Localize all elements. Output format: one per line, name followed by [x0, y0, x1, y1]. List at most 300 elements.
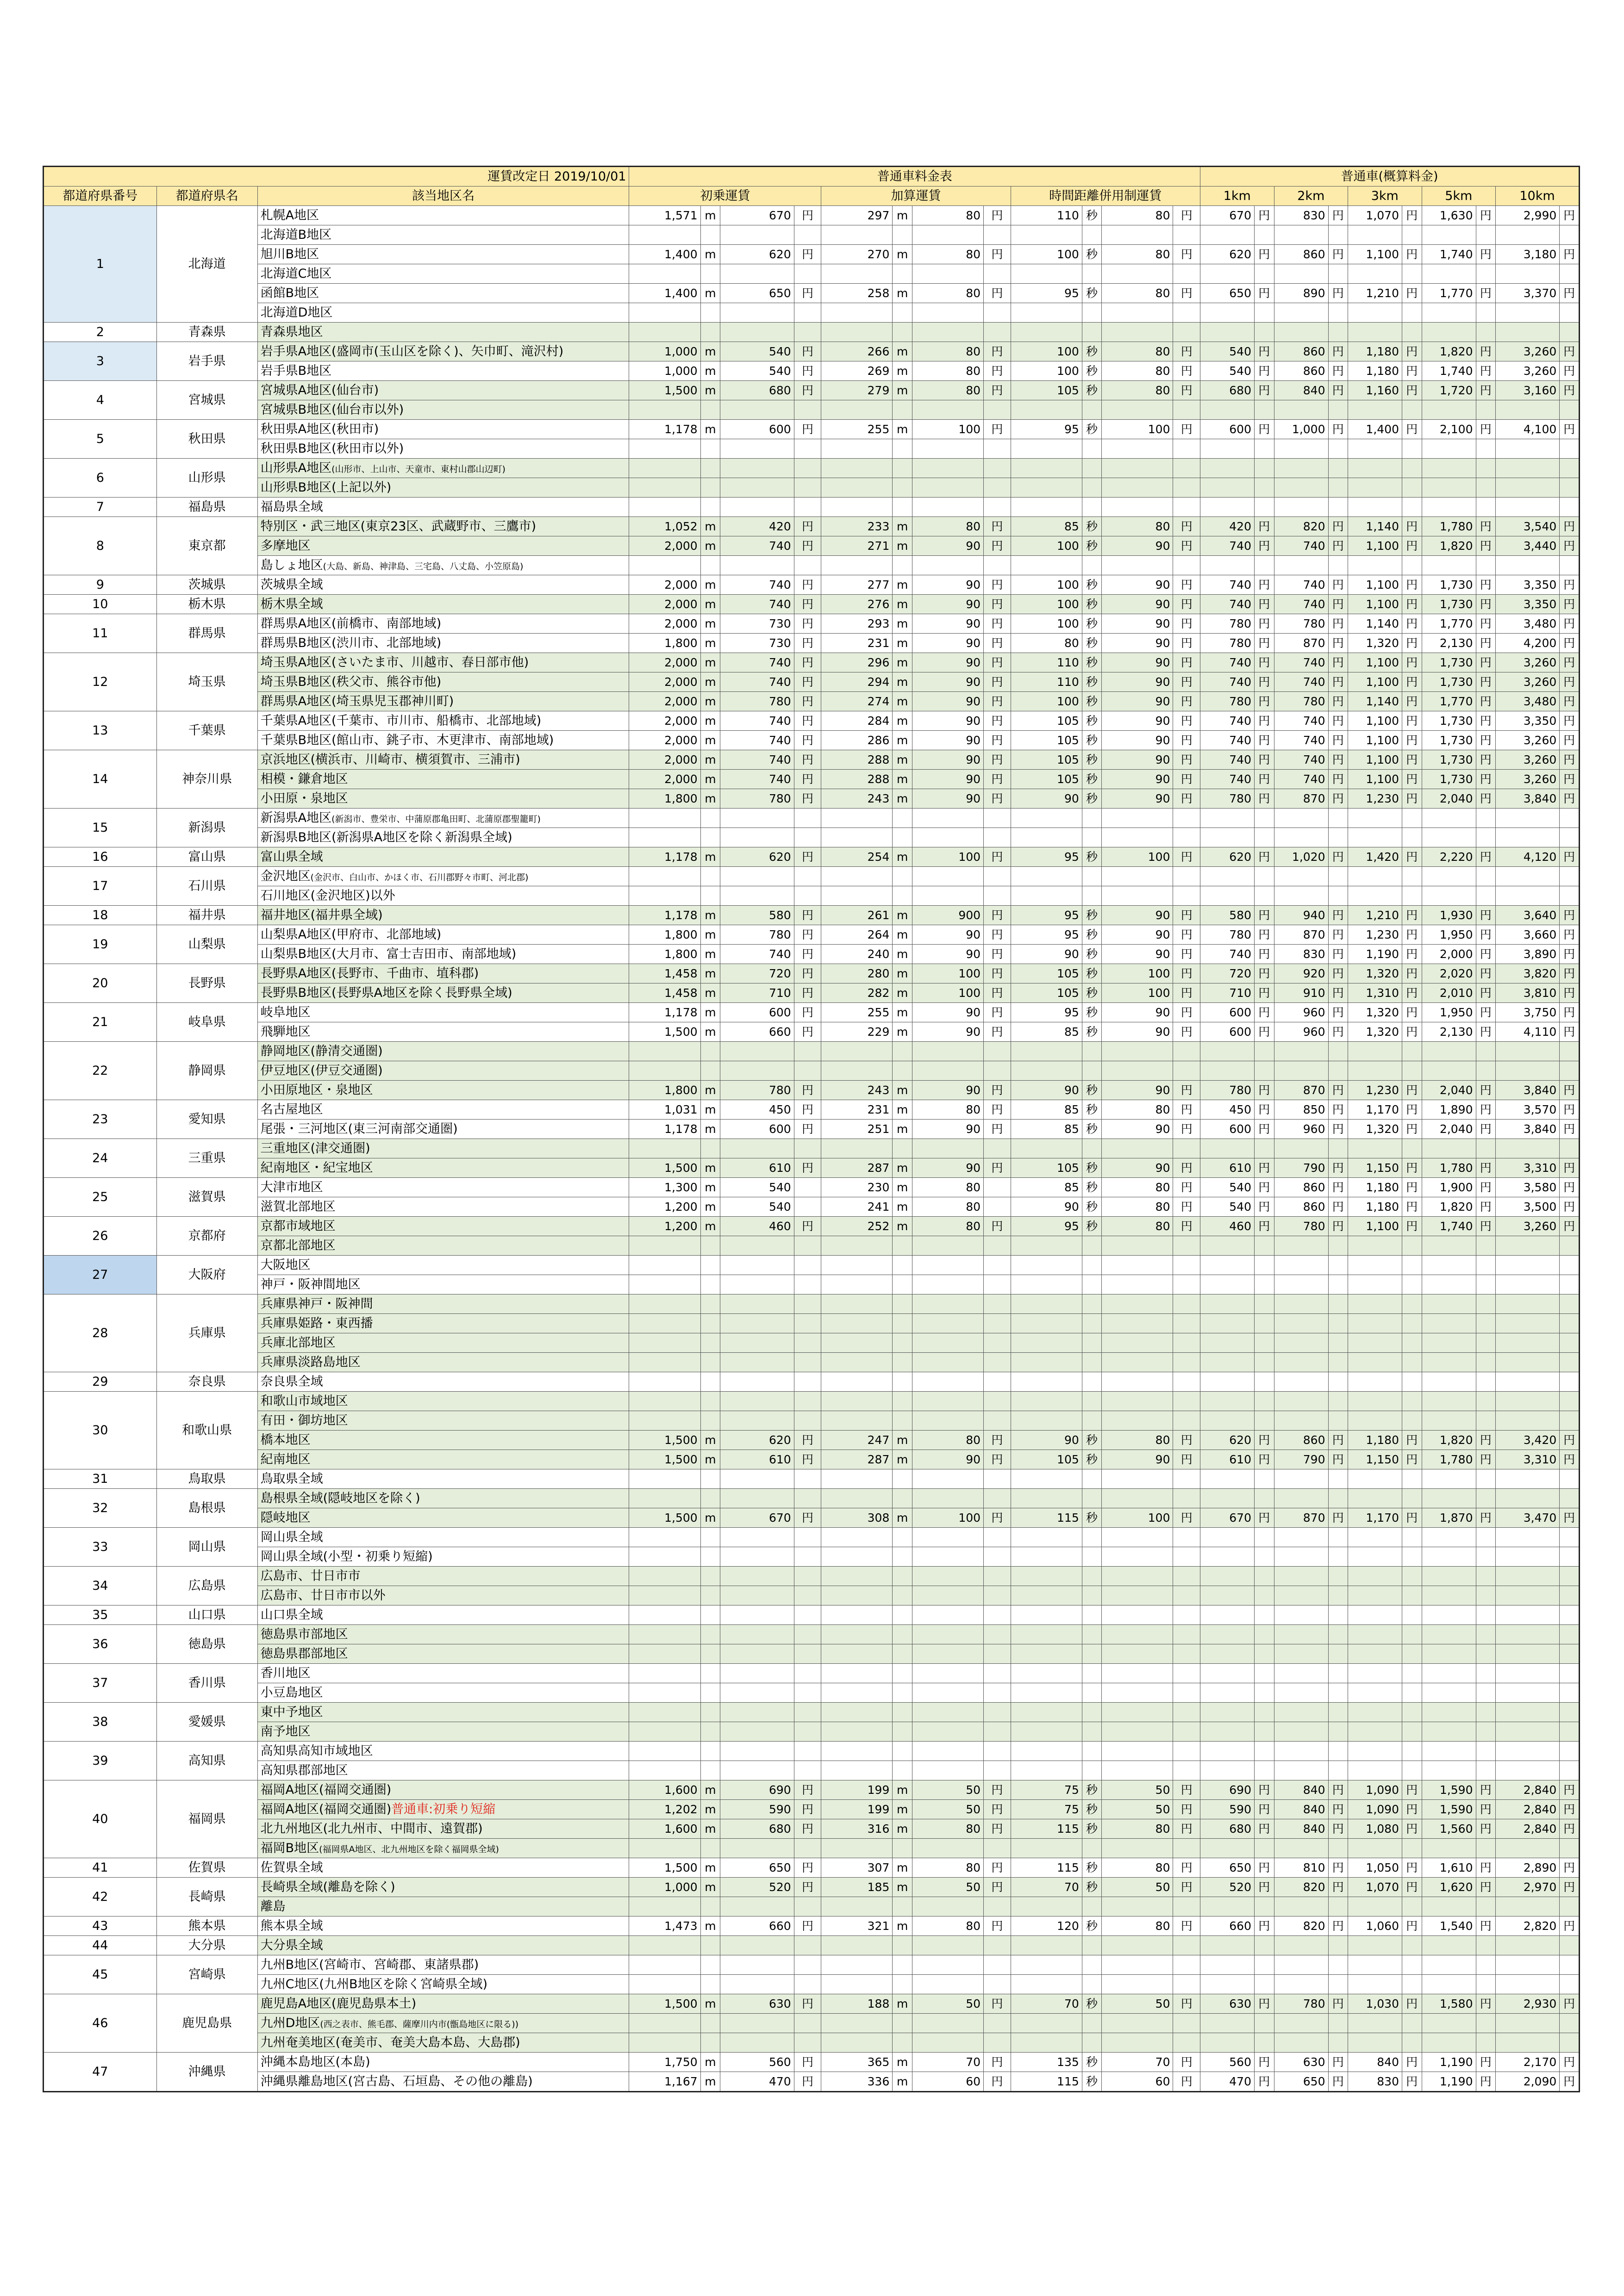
unit-label — [1476, 400, 1496, 420]
unit-label: 円 — [1255, 1819, 1274, 1839]
approx-fare-value — [1348, 498, 1402, 517]
prefecture-name: 山梨県 — [156, 925, 257, 964]
approx-fare-value — [1496, 1333, 1560, 1353]
fare-value — [720, 886, 794, 906]
unit-label — [1255, 264, 1274, 284]
fare-value: 284 — [821, 711, 893, 731]
approx-fare-value: 1,100 — [1348, 595, 1402, 614]
fare-value — [1011, 1567, 1082, 1586]
table-row — [44, 1975, 1580, 1994]
approx-fare-value: 860 — [1274, 245, 1328, 264]
table-row — [44, 1081, 1580, 1100]
approx-fare-value: 1,140 — [1348, 614, 1402, 634]
approx-fare-value: 740 — [1200, 731, 1255, 750]
approx-fare-value — [1348, 264, 1402, 284]
unit-label: 円 — [1476, 2072, 1496, 2092]
area-name — [257, 517, 629, 536]
prefecture-number: 35 — [44, 1605, 157, 1625]
fare-value: 2,000 — [629, 770, 700, 789]
fare-value: 80 — [912, 245, 983, 264]
approx-fare-value — [1496, 828, 1560, 847]
unit-label — [1255, 2014, 1274, 2033]
fare-value — [821, 478, 893, 498]
unit-label — [1402, 1605, 1422, 1625]
approx-fare-value: 1,730 — [1422, 653, 1476, 672]
unit-label — [1082, 867, 1102, 886]
unit-label: 秒 — [1082, 1100, 1102, 1120]
unit-label — [1402, 1469, 1422, 1489]
approx-fare-value — [1200, 323, 1255, 342]
unit-label: 円 — [984, 1003, 1011, 1022]
approx-fare-value: 630 — [1274, 2053, 1328, 2072]
approx-fare-value: 1,730 — [1422, 770, 1476, 789]
unit-label: 円 — [794, 1994, 821, 2014]
approx-fare-value — [1348, 1586, 1402, 1605]
unit-label — [1560, 1703, 1580, 1722]
table-row — [44, 498, 1580, 517]
fare-value — [1102, 1314, 1173, 1333]
approx-fare-value — [1274, 1625, 1328, 1644]
fare-value — [720, 1353, 794, 1372]
approx-fare-value: 840 — [1274, 1819, 1328, 1839]
unit-label — [700, 1975, 720, 1994]
table-row — [44, 2053, 1580, 2072]
unit-label: 円 — [1476, 750, 1496, 770]
fare-value — [912, 1314, 983, 1333]
unit-label — [1173, 1489, 1200, 1508]
prefecture-number: 44 — [44, 1936, 157, 1955]
table-row — [44, 595, 1580, 614]
unit-label: 円 — [1255, 945, 1274, 964]
fare-value: 100 — [1011, 692, 1082, 711]
unit-label: 円 — [1476, 653, 1496, 672]
prefecture-name: 山形県 — [156, 459, 257, 498]
table-row — [44, 1897, 1580, 1916]
fare-value: 1,202 — [629, 1800, 700, 1819]
unit-label — [1476, 556, 1496, 575]
unit-label: 円 — [1476, 1431, 1496, 1450]
area-name — [257, 789, 629, 809]
fare-value — [821, 1042, 893, 1061]
approx-fare-value — [1422, 1664, 1476, 1683]
unit-label: 円 — [1402, 906, 1422, 925]
area-name — [257, 1936, 629, 1955]
prefecture-number: 33 — [44, 1528, 157, 1567]
fare-value — [720, 1314, 794, 1333]
area-label: 鳥取県全域 — [260, 1472, 323, 1486]
table-row — [44, 1333, 1580, 1353]
area-name — [257, 1139, 629, 1158]
unit-label — [1328, 1936, 1348, 1955]
unit-label — [1255, 1703, 1274, 1722]
approx-fare-value — [1348, 1294, 1402, 1314]
unit-label — [984, 1197, 1011, 1217]
unit-label — [984, 1936, 1011, 1955]
unit-label: 円 — [794, 906, 821, 925]
unit-label: m — [893, 711, 912, 731]
unit-label: 秒 — [1082, 672, 1102, 692]
area-name — [257, 2033, 629, 2053]
col-5km: 5km — [1422, 187, 1496, 206]
fare-value — [1102, 809, 1173, 828]
unit-label — [1082, 1567, 1102, 1586]
unit-label: 円 — [1255, 1878, 1274, 1897]
fare-value: 85 — [1011, 1178, 1082, 1197]
approx-fare-value: 600 — [1200, 1003, 1255, 1022]
prefecture-number: 28 — [44, 1294, 157, 1372]
unit-label: 秒 — [1082, 381, 1102, 400]
approx-fare-value — [1200, 1042, 1255, 1061]
unit-label — [700, 1294, 720, 1314]
fare-value: 90 — [912, 536, 983, 556]
fare-value: 243 — [821, 789, 893, 809]
approx-fare-value — [1348, 1139, 1402, 1158]
unit-label — [794, 1178, 821, 1197]
unit-label: 円 — [984, 1217, 1011, 1236]
fare-value: 282 — [821, 983, 893, 1003]
approx-fare-value: 1,030 — [1348, 1994, 1402, 2014]
fare-value: 780 — [720, 789, 794, 809]
approx-fare-value: 3,260 — [1496, 731, 1560, 750]
area-label: 岡山県全域 — [260, 1530, 323, 1544]
approx-fare-value — [1496, 1256, 1560, 1275]
unit-label — [1173, 1975, 1200, 1994]
unit-label — [1402, 1042, 1422, 1061]
unit-label — [1082, 1547, 1102, 1567]
unit-label: 円 — [1476, 1197, 1496, 1217]
unit-label — [1560, 1333, 1580, 1353]
fare-value — [720, 1528, 794, 1547]
table-row — [44, 750, 1580, 770]
approx-fare-value — [1496, 2033, 1560, 2053]
unit-label — [1560, 867, 1580, 886]
unit-label: 円 — [1255, 1022, 1274, 1042]
area-name — [257, 1100, 629, 1120]
unit-label — [1328, 2014, 1348, 2033]
unit-label: m — [700, 945, 720, 964]
table-row — [44, 1586, 1580, 1605]
approx-fare-value: 740 — [1200, 945, 1255, 964]
fare-value: 90 — [912, 1158, 983, 1178]
unit-label: 円 — [1476, 2053, 1496, 2072]
fare-value — [720, 478, 794, 498]
area-label: 九州B地区(宮崎市、宮崎郡、東諸県郡) — [260, 1958, 479, 1972]
unit-label: 円 — [1255, 2072, 1274, 2092]
fare-value — [720, 1567, 794, 1586]
fare-value: 710 — [720, 983, 794, 1003]
fare-value: 243 — [821, 1081, 893, 1100]
fare-value — [1011, 323, 1082, 342]
unit-label: m — [700, 361, 720, 381]
unit-label — [1476, 478, 1496, 498]
unit-label: 円 — [1476, 1450, 1496, 1469]
fare-value — [821, 459, 893, 478]
unit-label: 円 — [1560, 847, 1580, 867]
unit-label — [700, 1333, 720, 1353]
unit-label — [794, 1042, 821, 1061]
unit-label: 円 — [1173, 1120, 1200, 1139]
fare-value — [821, 1605, 893, 1625]
prefecture-name: 高知県 — [156, 1742, 257, 1780]
approx-fare-value: 740 — [1274, 731, 1328, 750]
unit-label — [1476, 1605, 1496, 1625]
unit-label: 円 — [1328, 1100, 1348, 1120]
unit-label: 円 — [794, 2072, 821, 2092]
unit-label: 円 — [1402, 284, 1422, 303]
fare-value: 2,000 — [629, 692, 700, 711]
area-name — [257, 575, 629, 595]
area-label: 島しょ地区 — [260, 558, 323, 572]
unit-label — [1255, 1567, 1274, 1586]
approx-fare-value — [1348, 1236, 1402, 1256]
fare-value: 900 — [912, 906, 983, 925]
approx-fare-value: 1,140 — [1348, 692, 1402, 711]
approx-fare-value — [1422, 1372, 1476, 1392]
unit-label: 円 — [1255, 381, 1274, 400]
area-label: 有田・御坊地区 — [260, 1413, 348, 1428]
approx-fare-value: 600 — [1200, 1022, 1255, 1042]
area-name — [257, 1411, 629, 1431]
area-name — [257, 731, 629, 750]
unit-label — [1255, 439, 1274, 459]
fare-value: 80 — [912, 361, 983, 381]
approx-fare-value — [1274, 886, 1328, 906]
unit-label: 円 — [1255, 1431, 1274, 1450]
unit-label — [1560, 303, 1580, 323]
unit-label — [1328, 1761, 1348, 1780]
fare-value: 740 — [720, 770, 794, 789]
prefecture-name: 宮城県 — [156, 381, 257, 420]
unit-label — [1476, 1275, 1496, 1294]
approx-fare-value: 3,660 — [1496, 925, 1560, 945]
unit-label — [1476, 1333, 1496, 1353]
fare-value — [912, 400, 983, 420]
fare-value: 247 — [821, 1431, 893, 1450]
unit-label: 円 — [1476, 517, 1496, 536]
unit-label: 円 — [1173, 342, 1200, 361]
fare-value — [821, 1411, 893, 1431]
unit-label — [1082, 809, 1102, 828]
fare-value: 90 — [912, 1450, 983, 1469]
unit-label — [1255, 1139, 1274, 1158]
approx-fare-value: 1,580 — [1422, 1994, 1476, 2014]
area-label: 島根県全域(隠岐地区を除く) — [260, 1491, 420, 1506]
unit-label: 円 — [794, 1158, 821, 1178]
approx-fare-value: 860 — [1274, 342, 1328, 361]
table-row — [44, 1489, 1580, 1508]
unit-label — [1402, 1975, 1422, 1994]
approx-fare-value — [1496, 1742, 1560, 1761]
approx-fare-value: 1,100 — [1348, 653, 1402, 672]
unit-label — [1328, 556, 1348, 575]
unit-label — [1328, 400, 1348, 420]
unit-label — [984, 1353, 1011, 1372]
fare-value — [629, 828, 700, 847]
table-row — [44, 1780, 1580, 1800]
table-row — [44, 1625, 1580, 1644]
approx-fare-value — [1200, 1061, 1255, 1081]
fare-value: 1,400 — [629, 284, 700, 303]
area-name — [257, 1605, 629, 1625]
fare-value — [1011, 400, 1082, 420]
approx-fare-value: 1,090 — [1348, 1800, 1402, 1819]
fare-value: 1,178 — [629, 906, 700, 925]
area-label: 三重地区(津交通圏) — [260, 1141, 370, 1156]
fare-value: 80 — [912, 1858, 983, 1878]
fare-value — [912, 2033, 983, 2053]
unit-label: 円 — [1402, 847, 1422, 867]
approx-fare-value: 3,750 — [1496, 1003, 1560, 1022]
fare-value: 188 — [821, 1994, 893, 2014]
unit-label: 円 — [984, 1450, 1011, 1469]
approx-fare-value: 1,630 — [1422, 206, 1476, 225]
unit-label: 円 — [1173, 517, 1200, 536]
approx-fare-value: 1,780 — [1422, 1450, 1476, 1469]
fare-value — [720, 1469, 794, 1489]
unit-label: 円 — [984, 1858, 1011, 1878]
fare-value: 115 — [1011, 1858, 1082, 1878]
fare-value — [1011, 478, 1082, 498]
fare-value — [629, 1955, 700, 1975]
unit-label — [1560, 1353, 1580, 1372]
table-row — [44, 672, 1580, 692]
approx-fare-value — [1200, 809, 1255, 828]
unit-label: 円 — [1328, 653, 1348, 672]
unit-label: 円 — [1560, 1003, 1580, 1022]
fare-value: 90 — [912, 750, 983, 770]
fare-value: 600 — [720, 1120, 794, 1139]
unit-label — [794, 1314, 821, 1333]
approx-fare-value — [1348, 1567, 1402, 1586]
unit-label: 秒 — [1082, 1178, 1102, 1197]
approx-fare-value: 1,620 — [1422, 1878, 1476, 1897]
approx-fare-value: 830 — [1348, 2072, 1402, 2092]
approx-fare-value — [1274, 828, 1328, 847]
fare-value: 110 — [1011, 672, 1082, 692]
approx-fare-value: 3,160 — [1496, 381, 1560, 400]
approx-fare-value: 1,310 — [1348, 983, 1402, 1003]
unit-label: 円 — [1255, 1858, 1274, 1878]
approx-fare-value — [1274, 400, 1328, 420]
fare-value — [629, 1703, 700, 1722]
approx-fare-value — [1496, 556, 1560, 575]
approx-fare-value — [1274, 439, 1328, 459]
unit-label: 円 — [794, 731, 821, 750]
fare-value — [1102, 1353, 1173, 1372]
fare-value: 110 — [1011, 653, 1082, 672]
approx-fare-value — [1348, 1275, 1402, 1294]
approx-fare-value: 1,100 — [1348, 575, 1402, 595]
unit-label: 円 — [984, 1878, 1011, 1897]
area-name — [257, 1994, 629, 2014]
unit-label — [984, 1567, 1011, 1586]
unit-label — [1560, 400, 1580, 420]
prefecture-name: 福井県 — [156, 906, 257, 925]
fare-value: 80 — [1102, 1100, 1173, 1120]
fare-value: 90 — [1011, 1431, 1082, 1450]
fare-value: 1,400 — [629, 245, 700, 264]
approx-fare-value: 1,770 — [1422, 284, 1476, 303]
table-row — [44, 381, 1580, 400]
approx-fare-value: 840 — [1348, 2053, 1402, 2072]
area-name — [257, 634, 629, 653]
unit-label: 円 — [1173, 1003, 1200, 1022]
approx-fare-value — [1422, 1897, 1476, 1916]
unit-label — [1476, 1975, 1496, 1994]
unit-label: 円 — [1255, 361, 1274, 381]
unit-label: 円 — [1560, 906, 1580, 925]
fare-value: 690 — [720, 1780, 794, 1800]
unit-label: 円 — [1402, 1431, 1422, 1450]
unit-label — [984, 1178, 1011, 1197]
approx-fare-value — [1274, 1333, 1328, 1353]
unit-label — [1173, 1722, 1200, 1742]
unit-label — [1082, 1489, 1102, 1508]
unit-label — [1255, 1061, 1274, 1081]
unit-label: 円 — [794, 847, 821, 867]
unit-label — [893, 225, 912, 245]
approx-fare-value: 4,100 — [1496, 420, 1560, 439]
approx-fare-value — [1200, 225, 1255, 245]
unit-label — [1173, 867, 1200, 886]
unit-label: m — [700, 653, 720, 672]
unit-label: 円 — [1402, 1022, 1422, 1042]
approx-fare-value — [1274, 1275, 1328, 1294]
area-name — [257, 692, 629, 711]
approx-fare-value: 2,840 — [1496, 1819, 1560, 1839]
unit-label: 円 — [794, 595, 821, 614]
fare-value — [1102, 1392, 1173, 1411]
col-3km: 3km — [1348, 187, 1422, 206]
unit-label: 円 — [1402, 420, 1422, 439]
approx-fare-value: 4,110 — [1496, 1022, 1560, 1042]
prefecture-name: 京都府 — [156, 1217, 257, 1256]
fare-value — [629, 1625, 700, 1644]
approx-fare-value — [1422, 1275, 1476, 1294]
table-row — [44, 1955, 1580, 1975]
area-label: 奈良県全域 — [260, 1375, 323, 1389]
fare-value — [629, 1683, 700, 1703]
unit-label: 円 — [794, 925, 821, 945]
approx-fare-value — [1274, 1256, 1328, 1275]
prefecture-name: 愛媛県 — [156, 1703, 257, 1742]
unit-label: 円 — [1255, 847, 1274, 867]
unit-label: 円 — [1255, 575, 1274, 595]
approx-fare-value: 2,040 — [1422, 1120, 1476, 1139]
area-note: (新潟市、豊栄市、中蒲原郡亀田町、北蒲原郡聖籠町) — [331, 814, 541, 824]
unit-label: 円 — [1402, 789, 1422, 809]
table-row — [44, 731, 1580, 750]
fare-value — [1102, 1605, 1173, 1625]
unit-label: m — [700, 1508, 720, 1528]
approx-fare-value: 1,820 — [1422, 342, 1476, 361]
fare-value: 660 — [720, 1022, 794, 1042]
fare-value — [629, 1567, 700, 1586]
area-label: 長崎県全域(離島を除く) — [260, 1880, 395, 1894]
approx-fare-value: 1,150 — [1348, 1450, 1402, 1469]
fare-value — [1011, 1042, 1082, 1061]
prefecture-name: 北海道 — [156, 206, 257, 323]
unit-label — [700, 1392, 720, 1411]
approx-fare-value: 740 — [1274, 595, 1328, 614]
unit-label: 円 — [1255, 342, 1274, 361]
fare-value — [720, 323, 794, 342]
table-row — [44, 906, 1580, 925]
col-add: 加算運賃 — [821, 187, 1011, 206]
fare-value — [629, 2033, 700, 2053]
approx-fare-value — [1274, 1139, 1328, 1158]
unit-label — [700, 1489, 720, 1508]
